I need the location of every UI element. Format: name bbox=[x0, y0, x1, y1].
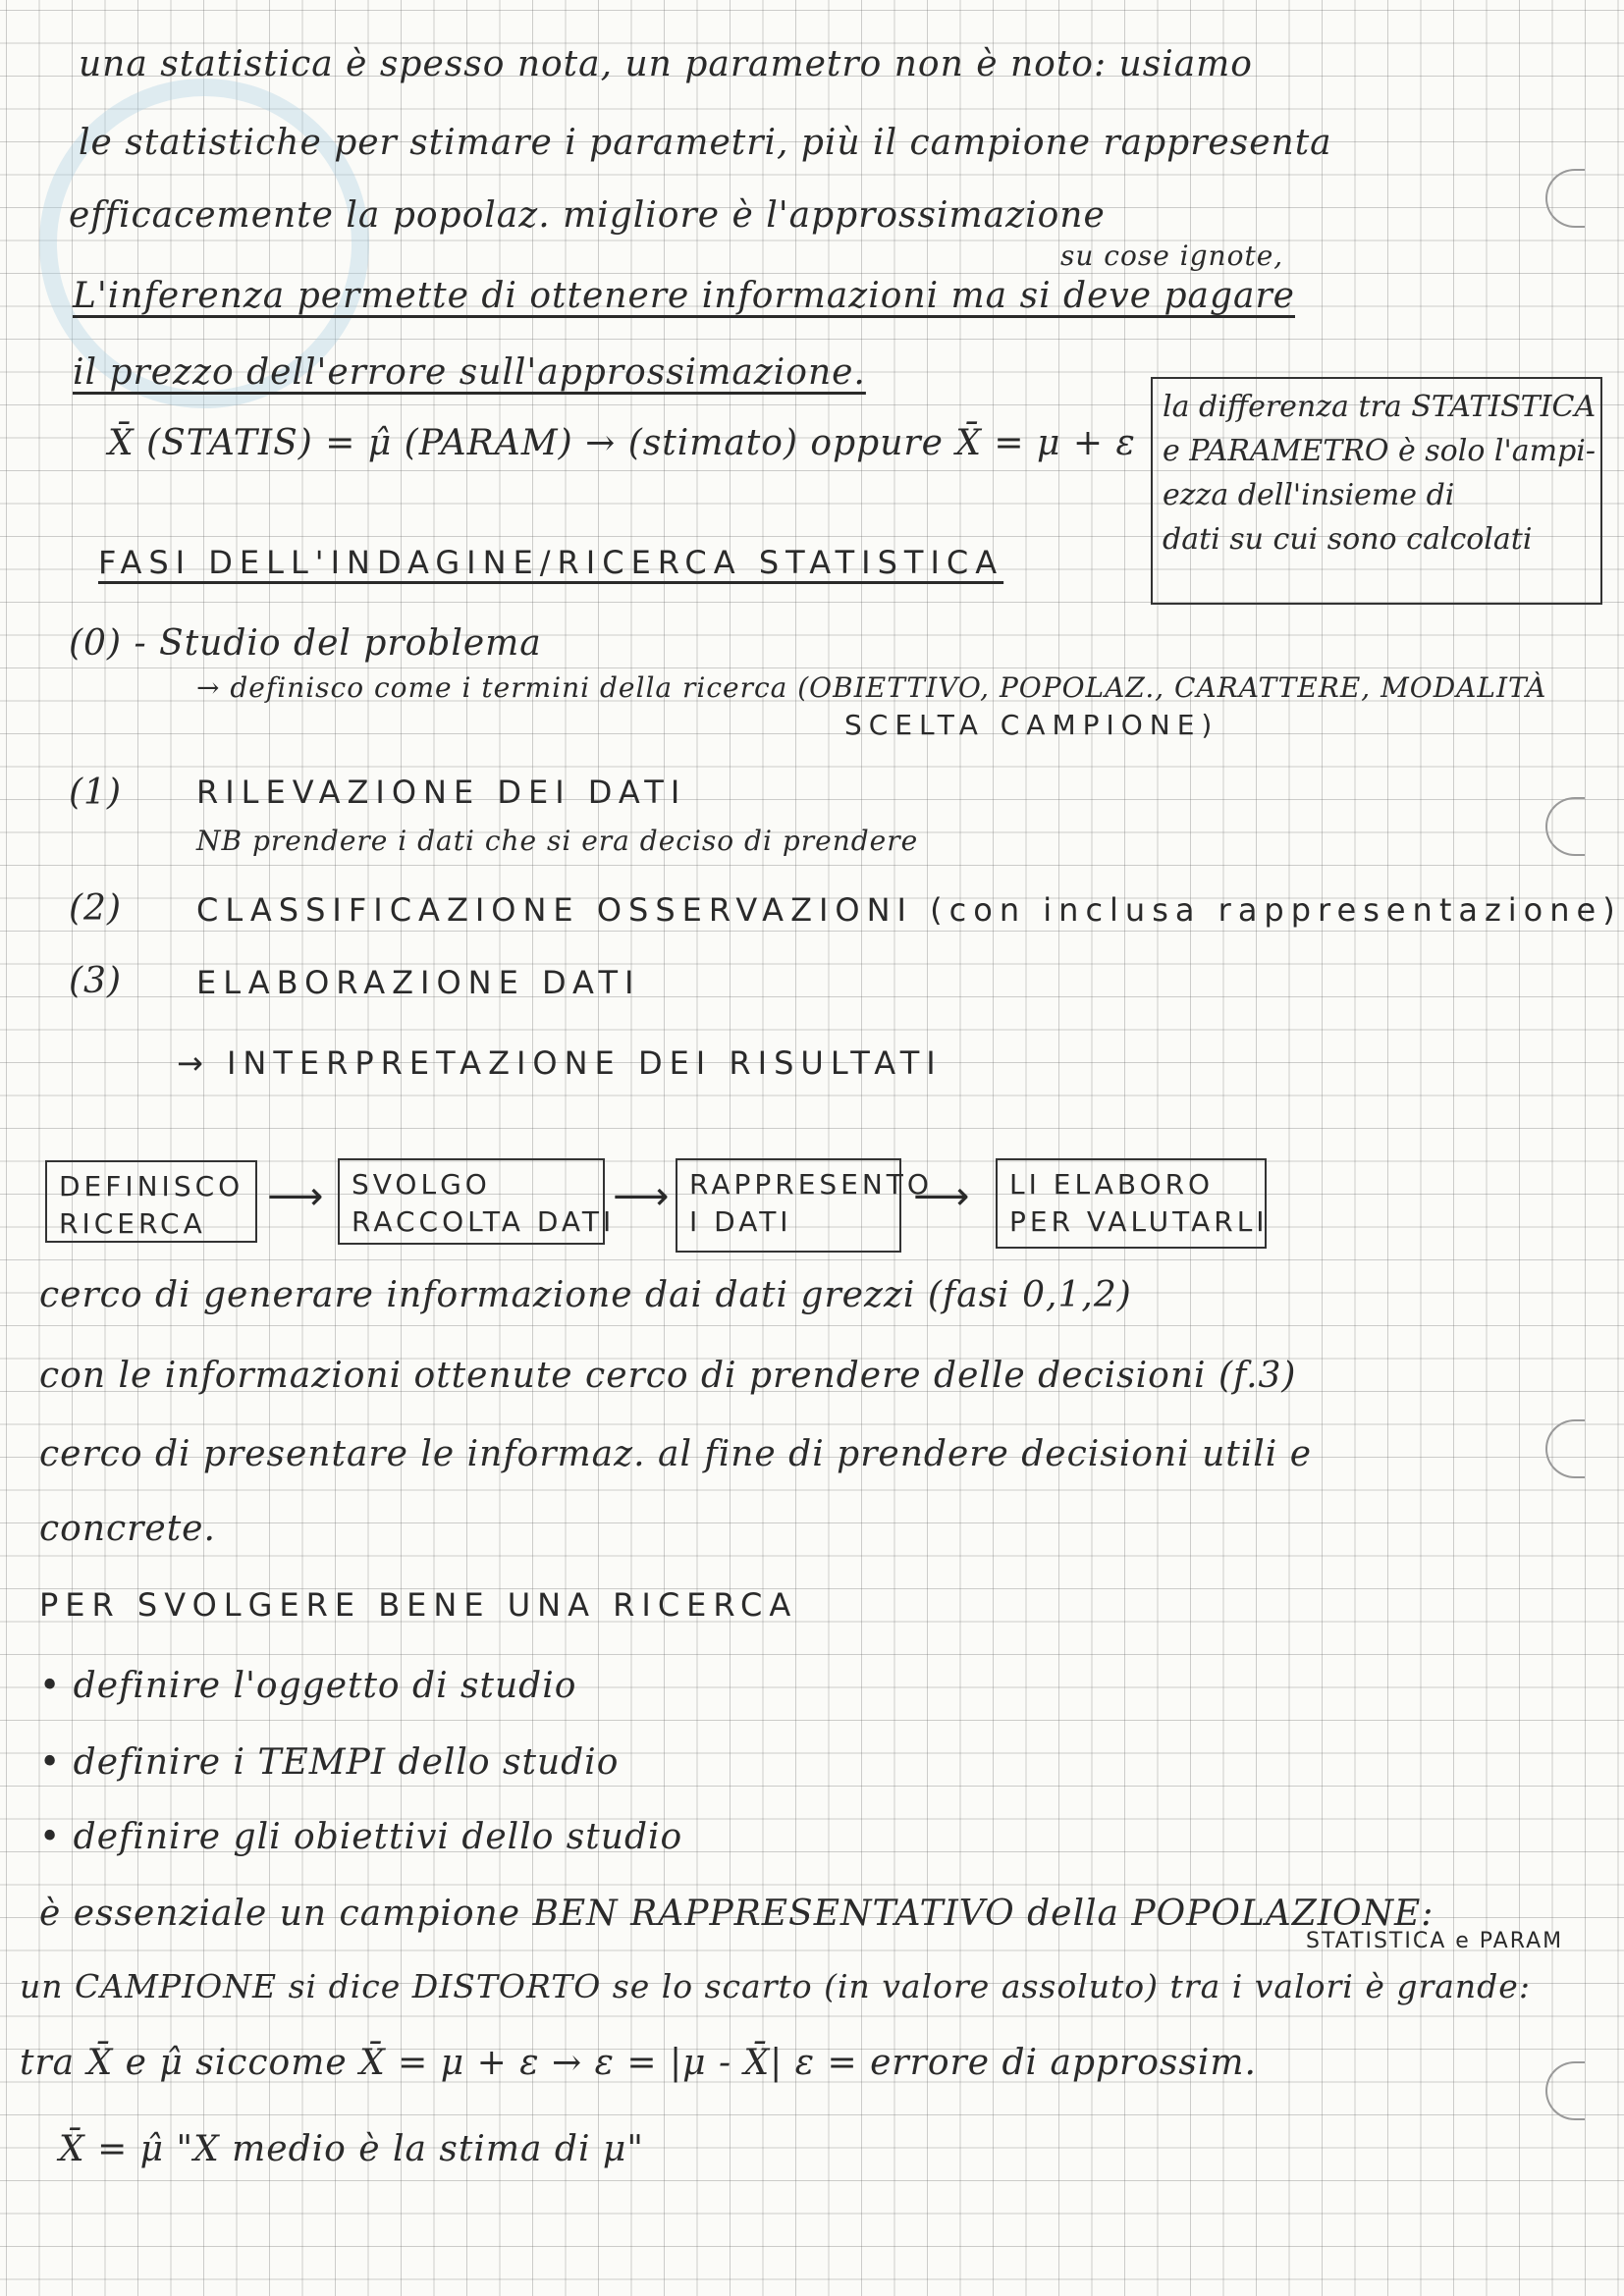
side-note-box bbox=[1151, 377, 1602, 605]
arrow-right-icon: ⟶ bbox=[913, 1174, 970, 1219]
insertion-note: su cose ignote, bbox=[1060, 240, 1284, 272]
flow-box-collect bbox=[338, 1158, 616, 1245]
step-detail: → definisco come i termini della ricerca (OBIETTIVO, POPOLAZ., CARATTERE, MODALITÀ bbox=[196, 671, 1547, 704]
flow-box-represent bbox=[676, 1158, 933, 1253]
note-line: ezza dell'insieme di bbox=[1163, 478, 1455, 512]
flow-box-line: I DATI bbox=[689, 1204, 792, 1238]
binder-hole bbox=[1545, 169, 1585, 228]
step-detail: SCELTA CAMPIONE) bbox=[844, 709, 1219, 741]
formula-line: X̄ (STATIS) = μ̂ (PARAM) → (stimato) oppure X̄ = μ + ε bbox=[108, 423, 1136, 463]
bullet-line: con le informazioni ottenute cerco di prendere delle decisioni (f.3) bbox=[39, 1356, 1297, 1396]
step-line: (0) - Studio del problema bbox=[69, 623, 542, 664]
bullet-line: cerco di generare informazione dai dati grezzi (fasi 0,1,2) bbox=[39, 1275, 1132, 1315]
list-item: • definire gli obiettivi dello studio bbox=[39, 1817, 683, 1857]
step-note: NB prendere i dati che si era deciso di prendere bbox=[196, 825, 919, 857]
text-line: è essenziale un campione BEN RAPPRESENTATIVO della POPOLAZIONE: bbox=[39, 1894, 1435, 1934]
flow-box-line: RACCOLTA DATI bbox=[352, 1204, 616, 1238]
text-line: efficacemente la popolaz. migliore è l'approssimazione bbox=[69, 195, 1106, 236]
formula-line: tra X̄ e μ̂ siccome X̄ = μ + ε → ε = |μ - X̄| ε = errore di approssim. bbox=[20, 2043, 1257, 2083]
watermark-seal bbox=[0, 19, 429, 469]
binder-hole bbox=[1545, 797, 1585, 856]
bullet-line: concrete. bbox=[39, 1509, 216, 1549]
section-heading: FASI DELL'INDAGINE/RICERCA STATISTICA bbox=[98, 544, 1004, 581]
step-number: (3) bbox=[69, 961, 122, 1001]
step-line: → INTERPRETAZIONE DEI RISULTATI bbox=[177, 1044, 943, 1082]
text-line: un CAMPIONE si dice DISTORTO se lo scarto (in valore assoluto) tra i valori è grande: bbox=[20, 1967, 1531, 2005]
flow-box-line: RICERCA bbox=[59, 1206, 206, 1240]
text-line: le statistiche per stimare i parametri, più il campione rappresenta bbox=[79, 123, 1332, 163]
note-line: e PARAMETRO è solo l'ampi- bbox=[1163, 434, 1597, 468]
binder-hole bbox=[1545, 2061, 1585, 2120]
step-line: ELABORAZIONE DATI bbox=[196, 964, 641, 1001]
flow-box-line: PER VALUTARLI bbox=[1009, 1204, 1269, 1238]
text-line: il prezzo dell'errore sull'approssimazione. bbox=[73, 352, 866, 393]
flow-box-define bbox=[45, 1160, 257, 1243]
flow-box-line: SVOLGO bbox=[352, 1168, 491, 1201]
note-line: dati su cui sono calcolati bbox=[1163, 522, 1533, 557]
step-number: (1) bbox=[69, 773, 122, 813]
list-item: • definire i TEMPI dello studio bbox=[39, 1742, 620, 1783]
binder-hole bbox=[1545, 1419, 1585, 1478]
text-line: L'inferenza permette di ottenere informazioni ma si deve pagare bbox=[73, 276, 1295, 316]
formula-line: X̄ = μ̂ "X medio è la stima di μ" bbox=[59, 2129, 644, 2169]
list-item: • definire l'oggetto di studio bbox=[39, 1666, 577, 1706]
text-line: una statistica è spesso nota, un parametro non è noto: usiamo bbox=[79, 44, 1253, 84]
step-line: CLASSIFICAZIONE OSSERVAZIONI (con inclusa rappresentazione) bbox=[196, 891, 1622, 929]
step-line: RILEVAZIONE DEI DATI bbox=[196, 774, 687, 811]
insertion-note: STATISTICA e PARAM bbox=[1306, 1929, 1564, 1953]
flow-box-line: LI ELABORO bbox=[1009, 1168, 1215, 1201]
flow-box-line: RAPPRESENTO bbox=[689, 1168, 933, 1201]
flow-box-elaborate bbox=[996, 1158, 1267, 1249]
note-line: la differenza tra STATISTICA bbox=[1163, 390, 1597, 424]
bullet-line: cerco di presentare le informaz. al fine di prendere decisioni utili e bbox=[39, 1434, 1313, 1474]
arrow-right-icon: ⟶ bbox=[613, 1174, 670, 1219]
section-heading: PER SVOLGERE BENE UNA RICERCA bbox=[39, 1586, 798, 1624]
step-number: (2) bbox=[69, 888, 122, 929]
flow-box-line: DEFINISCO bbox=[59, 1170, 244, 1202]
arrow-right-icon: ⟶ bbox=[267, 1174, 324, 1219]
